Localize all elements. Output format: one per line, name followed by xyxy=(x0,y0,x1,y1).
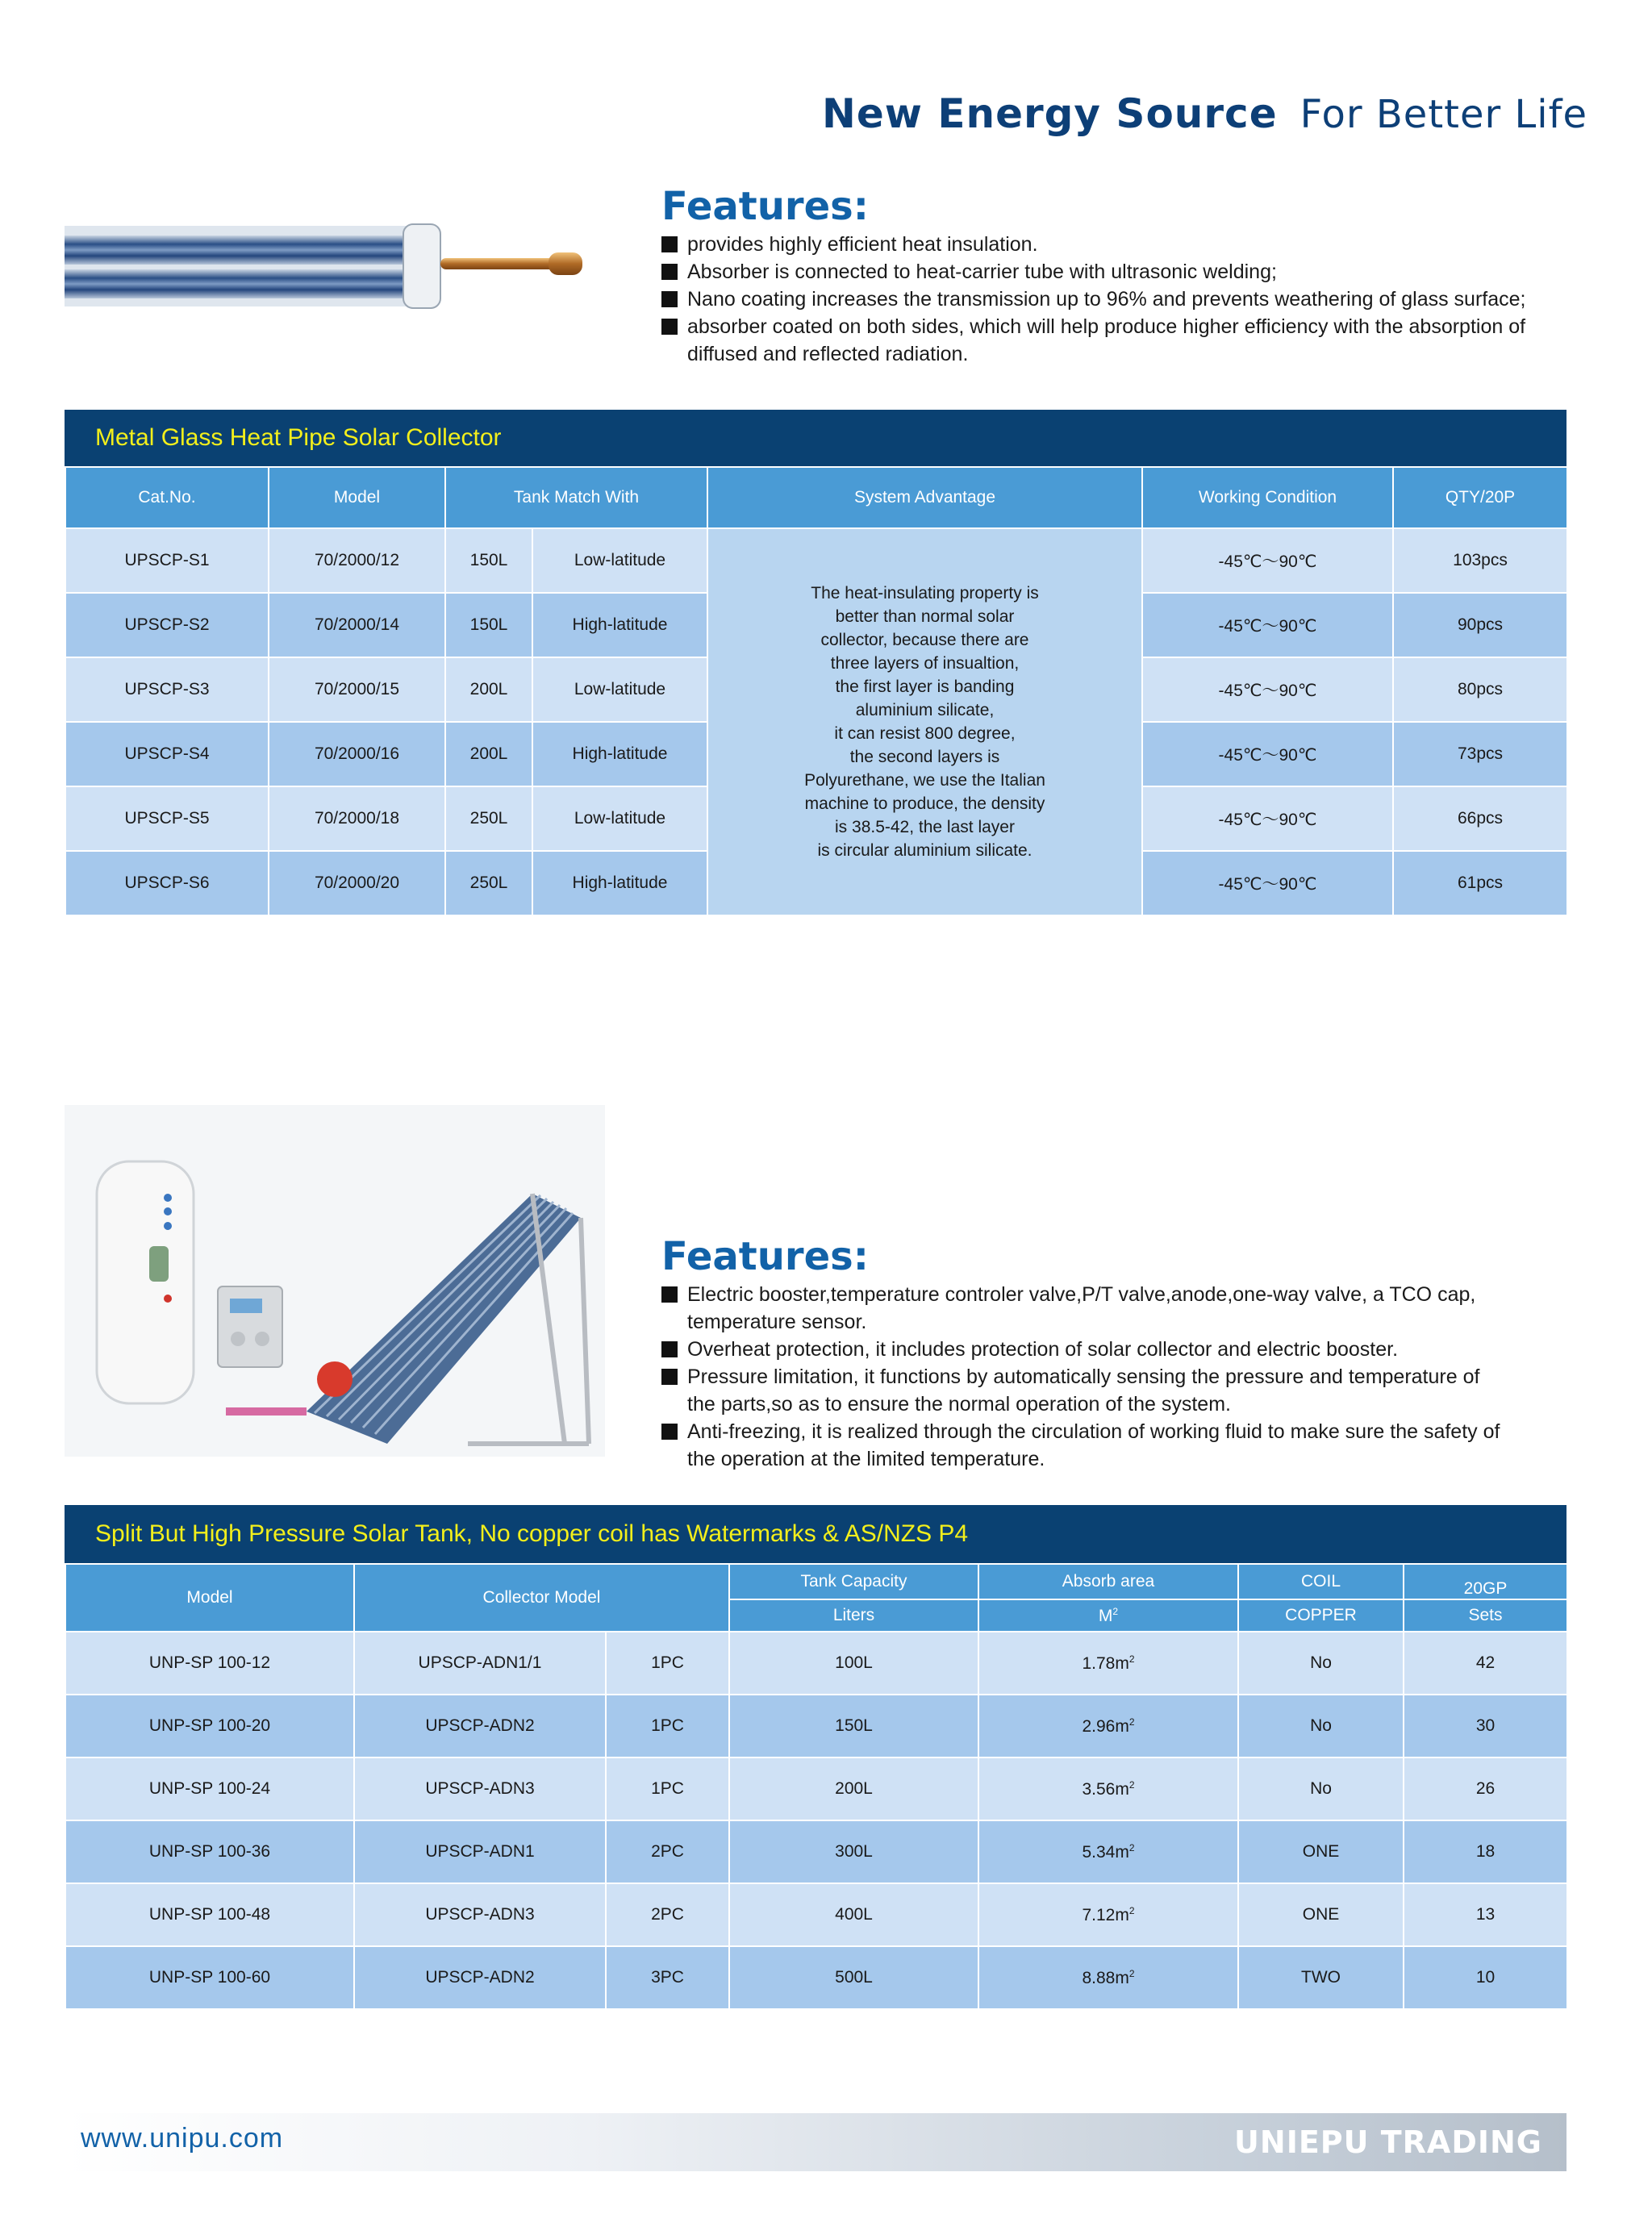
table-row xyxy=(65,1946,1567,2009)
slogan-sub: For Better Life xyxy=(1299,92,1587,137)
cell-tank: 150L xyxy=(445,528,532,593)
cell-pcs: 1PC xyxy=(606,1632,729,1695)
col-header-area-unit: $M^2$ xyxy=(978,1599,1238,1632)
cell-liters: 200L xyxy=(729,1757,978,1820)
features-list-1 xyxy=(661,231,1565,368)
cell-model: UNP-SP 100-20 xyxy=(65,1695,354,1757)
cell-condition: -45℃～90℃ xyxy=(1142,722,1393,786)
feature-item: Anti-freezing, it is realized through the circulation of working fluid to make sure the safety of the operation at the limited temperature. xyxy=(661,1418,1508,1473)
col-header-20gp: 20GP xyxy=(1404,1564,1567,1599)
col-header-absorb-area: Absorb area xyxy=(978,1564,1238,1599)
cell-system-advantage: The heat-insulating property is better than normal solar collector, because there are three layers of insualtion, the first layer is banding aluminium silicate, it can resist 800 degree, the second layers is Polyurethane, we use the Italian machine to produce, the density is 38.5-42, the last layer is circular aluminium silicate. xyxy=(707,528,1142,915)
cell-collector: UPSCP-ADN2 xyxy=(354,1695,606,1757)
cell-qty: 90pcs xyxy=(1393,593,1567,657)
cell-sets: 18 xyxy=(1404,1820,1567,1883)
cell-cat: UPSCP-S1 xyxy=(65,528,269,593)
cell-coil: ONE xyxy=(1238,1883,1404,1946)
cell-sets: 30 xyxy=(1404,1695,1567,1757)
cell-qty: 80pcs xyxy=(1393,657,1567,722)
col-header-model: Model xyxy=(65,1564,354,1632)
square-bullet-icon xyxy=(661,236,678,252)
cell-model: UNP-SP 100-24 xyxy=(65,1757,354,1820)
col-header-qty: QTY/20P xyxy=(1393,467,1567,528)
cell-cat: UPSCP-S4 xyxy=(65,722,269,786)
square-bullet-icon xyxy=(661,1424,678,1440)
col-header-copper: COPPER xyxy=(1238,1599,1404,1632)
cell-coil: No xyxy=(1238,1695,1404,1757)
square-bullet-icon xyxy=(661,1341,678,1357)
table-row xyxy=(65,1695,1567,1757)
feature-item: Nano coating increases the transmission up to 96% and prevents weathering of glass surface; xyxy=(661,286,1565,313)
feature-item: Absorber is connected to heat-carrier tube with ultrasonic welding; xyxy=(661,258,1565,286)
footer-brand: UNIEPU TRADING xyxy=(1234,2124,1542,2160)
cell-model: UNP-SP 100-60 xyxy=(65,1946,354,2009)
cell-tank: 200L xyxy=(445,722,532,786)
feature-item: Pressure limitation, it functions by automatically sensing the pressure and temperature of the parts,so as to ensure the normal operation of the system. xyxy=(661,1363,1510,1418)
table-title-collector: Metal Glass Heat Pipe Solar Collector xyxy=(65,410,1566,466)
square-bullet-icon xyxy=(661,319,678,335)
table-row xyxy=(65,1883,1567,1946)
col-header-liters: Liters xyxy=(729,1599,978,1632)
col-header-sets: Sets xyxy=(1404,1599,1567,1632)
heat-pipe-tube-image xyxy=(65,186,653,347)
cell-collector: UPSCP-ADN2 xyxy=(354,1946,606,2009)
cell-collector: UPSCP-ADN1 xyxy=(354,1820,606,1883)
cell-tank: 250L xyxy=(445,786,532,851)
cell-pcs: 3PC xyxy=(606,1946,729,2009)
cell-sets: 26 xyxy=(1404,1757,1567,1820)
cell-cat: UPSCP-S6 xyxy=(65,851,269,915)
cell-model: UNP-SP 100-36 xyxy=(65,1820,354,1883)
cell-coil: TWO xyxy=(1238,1946,1404,2009)
cell-area: $2.96m^2$ xyxy=(978,1695,1238,1757)
cell-latitude: High-latitude xyxy=(532,851,707,915)
table-row xyxy=(65,1820,1567,1883)
cell-liters: 500L xyxy=(729,1946,978,2009)
cell-coil: No xyxy=(1238,1632,1404,1695)
square-bullet-icon xyxy=(661,1286,678,1303)
footer-url[interactable]: www.unipu.com xyxy=(81,2123,284,2154)
cell-cat: UPSCP-S3 xyxy=(65,657,269,722)
table-row xyxy=(65,1632,1567,1695)
table-row xyxy=(65,528,1567,593)
cell-collector: UPSCP-ADN1/1 xyxy=(354,1632,606,1695)
cell-qty: 66pcs xyxy=(1393,786,1567,851)
page-footer xyxy=(65,2113,1566,2171)
features-list-2 xyxy=(661,1281,1508,1473)
solar-tank-system-image xyxy=(65,1105,605,1457)
slogan-main: New Energy Source xyxy=(821,90,1278,137)
cell-collector: UPSCP-ADN3 xyxy=(354,1883,606,1946)
feature-item: provides highly efficient heat insulation. xyxy=(661,231,1565,258)
cell-model: 70/2000/16 xyxy=(269,722,445,786)
col-header-tank-match: Tank Match With xyxy=(445,467,707,528)
cell-condition: -45℃～90℃ xyxy=(1142,786,1393,851)
feature-item: Overheat protection, it includes protection of solar collector and electric booster. xyxy=(661,1336,1508,1363)
cell-area: $1.78m^2$ xyxy=(978,1632,1238,1695)
cell-latitude: High-latitude xyxy=(532,722,707,786)
cell-model: UNP-SP 100-48 xyxy=(65,1883,354,1946)
cell-area: $8.88m^2$ xyxy=(978,1946,1238,2009)
solar-tank-table-block xyxy=(65,1505,1566,2010)
cell-condition: -45℃～90℃ xyxy=(1142,528,1393,593)
cell-latitude: High-latitude xyxy=(532,593,707,657)
cell-liters: 400L xyxy=(729,1883,978,1946)
square-bullet-icon xyxy=(661,291,678,307)
cell-collector: UPSCP-ADN3 xyxy=(354,1757,606,1820)
cell-area: $3.56m^2$ xyxy=(978,1757,1238,1820)
cell-model: 70/2000/20 xyxy=(269,851,445,915)
table-title-solar-tank: Split But High Pressure Solar Tank, No copper coil has Watermarks & AS/NZS P4 xyxy=(65,1505,1566,1563)
cell-pcs: 1PC xyxy=(606,1757,729,1820)
cell-liters: 100L xyxy=(729,1632,978,1695)
col-header-coil: COIL xyxy=(1238,1564,1404,1599)
col-header-collector-model: Collector Model xyxy=(354,1564,729,1632)
cell-pcs: 2PC xyxy=(606,1883,729,1946)
col-header-system-advantage: System Advantage xyxy=(707,467,1142,528)
col-header-cat-no: Cat.No. xyxy=(65,467,269,528)
feature-item: absorber coated on both sides, which will help produce higher efficiency with the absorption of diffused and reflected radiation. xyxy=(661,313,1542,368)
cell-latitude: Low-latitude xyxy=(532,528,707,593)
col-header-working-condition: Working Condition xyxy=(1142,467,1393,528)
cell-coil: No xyxy=(1238,1757,1404,1820)
cell-cat: UPSCP-S2 xyxy=(65,593,269,657)
page-slogan xyxy=(822,90,1587,137)
cell-tank: 200L xyxy=(445,657,532,722)
square-bullet-icon xyxy=(661,1369,678,1385)
cell-qty: 73pcs xyxy=(1393,722,1567,786)
table-row xyxy=(65,1757,1567,1820)
solar-tank-table xyxy=(65,1563,1568,2010)
cell-tank: 150L xyxy=(445,593,532,657)
collector-table xyxy=(65,466,1568,916)
feature-item: Electric booster,temperature controler valve,P/T valve,anode,one-way valve, a TCO cap, temperature sensor. xyxy=(661,1281,1508,1336)
col-header-model: Model xyxy=(269,467,445,528)
cell-area: $5.34m^2$ xyxy=(978,1820,1238,1883)
cell-area: $7.12m^2$ xyxy=(978,1883,1238,1946)
cell-condition: -45℃～90℃ xyxy=(1142,657,1393,722)
features-title-1: Features: xyxy=(661,184,869,229)
cell-qty: 103pcs xyxy=(1393,528,1567,593)
square-bullet-icon xyxy=(661,264,678,280)
cell-coil: ONE xyxy=(1238,1820,1404,1883)
features-title-2: Features: xyxy=(661,1234,869,1279)
collector-table-block xyxy=(65,410,1566,916)
cell-model: 70/2000/15 xyxy=(269,657,445,722)
cell-model: UNP-SP 100-12 xyxy=(65,1632,354,1695)
cell-tank: 250L xyxy=(445,851,532,915)
cell-qty: 61pcs xyxy=(1393,851,1567,915)
cell-cat: UPSCP-S5 xyxy=(65,786,269,851)
cell-liters: 300L xyxy=(729,1820,978,1883)
cell-model: 70/2000/18 xyxy=(269,786,445,851)
cell-latitude: Low-latitude xyxy=(532,786,707,851)
cell-model: 70/2000/14 xyxy=(269,593,445,657)
cell-sets: 13 xyxy=(1404,1883,1567,1946)
cell-latitude: Low-latitude xyxy=(532,657,707,722)
cell-sets: 10 xyxy=(1404,1946,1567,2009)
cell-liters: 150L xyxy=(729,1695,978,1757)
cell-condition: -45℃～90℃ xyxy=(1142,851,1393,915)
cell-pcs: 2PC xyxy=(606,1820,729,1883)
cell-sets: 42 xyxy=(1404,1632,1567,1695)
cell-model: 70/2000/12 xyxy=(269,528,445,593)
cell-condition: -45℃～90℃ xyxy=(1142,593,1393,657)
col-header-tank-capacity: Tank Capacity xyxy=(729,1564,978,1599)
cell-pcs: 1PC xyxy=(606,1695,729,1757)
